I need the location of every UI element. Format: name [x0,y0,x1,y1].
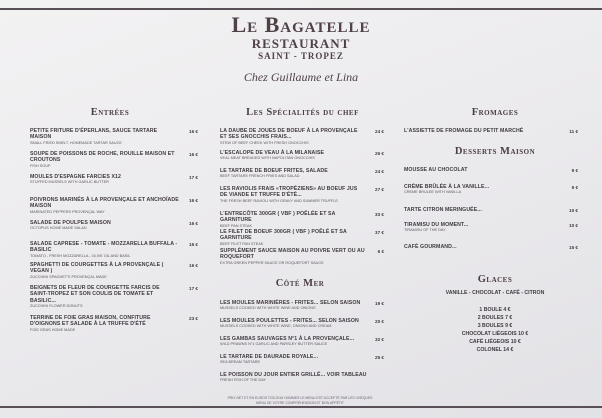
entree-price: 16 € [189,221,198,226]
entree-desc: TOMATO - FRESH MOZZARELLA - OLIVE OIL AND BASIL [30,253,131,258]
entree-price: 23 € [189,316,198,321]
specialite-item [220,248,365,266]
dessert-desc: TIRAMISU OF THE DAY [404,228,446,233]
cote-mer-name: LE POISSON DU JOUR ENTIER GRILLÉ... VOIR TABLEAU [220,372,367,378]
glaces-flavors [420,290,570,296]
fromage-item [404,128,554,134]
specialites-title: Les Spécialités du chef [246,107,359,118]
dessert-name: TIRAMISU DU MOMENT... [404,222,469,228]
entree-price: 17 € [189,175,198,180]
dessert-item [404,167,554,173]
glace-option-text: 2 BOULES 7 € [477,315,513,321]
top-rule [0,8,602,10]
entree-name: POIVRONS MARINÉS À LA PROVENÇALE ET ANCHOÏADE MAISON [30,197,179,210]
dessert-price: 10 € [569,208,578,213]
cote-mer-name: LES MOULES POULETTES - FRITES... SELON SAISON [220,318,359,324]
specialite-item [220,168,360,179]
entree-name: SALADE CAPRESE - TOMATE - MOZZARELLA BUFFALA - BASILIC [30,241,178,254]
entree-desc: SMALL FRIED SMELT, HOMEMADE TARTAR SAUCE [30,140,122,145]
dessert-price: 15 € [569,245,578,250]
specialite-price: 37 € [375,230,384,235]
dessert-name: TARTE CITRON MERINGUÉE... [404,207,482,213]
specialite-price: 24 € [375,169,384,174]
entree-desc: MARINATED PEPPERS PROVENÇAL WAY [30,209,105,214]
chefs-signature: Chez Guillaume et Lina [243,70,359,84]
specialite-name: LE FILET DE BOEUF 300GR ( VBF ) POÊLÉ ET SA GARNITURE [220,229,347,242]
restaurant-location: SAINT - TROPEZ [258,51,344,61]
dessert-item [404,184,554,195]
cote-mer-name: LE TARTARE DE DAURADE ROYALE... [220,354,319,360]
cote-mer-desc: MUSSELS COOKED WITH WHITE WINE, ONIONS AND CREAM [220,324,332,329]
entree-name: TERRINE DE FOIE GRAS MAISON, CONFITURE D'OIGNONS ET SALADE À LA TRUFFE D'ÉTÉ [30,315,151,328]
bottom-rule [0,406,602,408]
cote-mer-price: 32 € [375,337,384,342]
specialite-item [220,150,360,161]
glace-option [420,339,570,345]
dessert-name: CRÈME BRÛLÉE À LA VANILLE... [404,184,490,190]
dessert-name: CAFÉ GOURMAND... [404,244,457,250]
entree-item [30,151,190,169]
entree-item [30,220,180,231]
entree-desc: ZUCCHINI SPAGHETTI PROVENÇAL MADE [30,274,107,279]
fromage-name: L'ASSIETTE DE FROMAGE DU PETIT MARCHÉ [404,128,524,134]
entree-name: BEIGNETS DE FLEUR DE COURGETTE FARCIS DE SAINT-TROPEZ ET SON COULIS DE TOMATE ET BASILIC... [30,285,160,304]
specialite-desc: BEEF PAN STEAK [220,223,253,228]
cote-mer-price: 19 € [375,301,384,306]
glace-option [420,347,570,353]
specialite-desc: VEAL MEAT BREADED WITH NAPOLITAN GNOCCHIS [220,156,315,161]
glace-option [420,315,570,321]
glace-option-text: CHOCOLAT LIÉGEOIS 10 € [461,331,529,337]
fromage-price: 11 € [569,129,578,134]
entree-price: 16 € [189,242,198,247]
specialite-price: 27 € [375,187,384,192]
dessert-desc: CREME BRULEE WITH VANILLA [404,190,462,195]
entree-price: 16 € [189,263,198,268]
footer-note [150,396,450,405]
desserts-title: Desserts Maison [454,146,536,157]
entree-item [30,241,185,259]
entree-desc: ZUCCHINI FLOWER DONUTS [30,304,83,309]
specialite-desc: BEEF FILET PAN STEAK [220,241,264,246]
glace-option-text: 3 BOULES 9 € [477,323,513,329]
cote-mer-desc: FRESH FISH OF THE DAY [220,378,267,383]
entree-price: 17 € [189,286,198,291]
entree-item [30,128,180,146]
specialite-name: LES RAVIOLIS FRAIS «TROPÉZIENS» AU BOEUF JUS DE VIANDE ET TRUFFE D'ÉTÉ... [220,186,358,199]
cote-mer-name: LES MOULES MARINIÈRES - FRITES... SELON SAISON [220,300,361,306]
dessert-price: 10 € [569,223,578,228]
dessert-price: 9 € [571,168,578,173]
glace-option-text: CAFÉ LIÉGEOIS 10 € [469,339,521,345]
glaces-flavors-text: VANILLE - CHOCOLAT - CAFÉ - CITRON [445,290,545,296]
cote-mer-desc: WILD PRAWNS N°1 GARLIC AND PARSLEY BUTTER SAUCE [220,342,328,347]
entree-desc: OCTOPUS HOME MADE SALAD [30,226,87,231]
dessert-name: MOUSSE AU CHOCOLAT [404,167,468,173]
glace-option [420,307,570,313]
specialite-name: LE TARTARE DE BOEUF FRITES, SALADE [220,168,328,174]
cote-mer-desc: SEA BREAM TARTARE [220,360,261,365]
cote-mer-price: 20 € [375,319,384,324]
specialite-item [220,186,360,204]
entree-price: 16 € [189,129,198,134]
specialite-price: 6 € [377,249,384,254]
entree-name: PETITE FRITURE D'ÉPERLANS, SAUCE TARTARE MAISON [30,128,158,141]
entree-price: 16 € [189,152,198,157]
specialite-desc: EXTRA GREEN PEPPER SAUCE OR ROQUEFORT SAUCE [220,260,324,265]
glace-option-text: 1 BOULE 4 € [479,307,511,313]
footer-line-1: PRIX NET ET EN EUROS TCB 2016 HOMMES LE MENU EST ACCEPTÉ PAR LES CHÈQUES [227,396,373,400]
cote-mer-item [220,318,365,329]
specialite-desc: THE FRESH BEEF RAVIOLI WITH GRAVY AND SUMMER TRUFFLE [220,198,338,203]
dessert-item [404,207,554,213]
glace-option [420,323,570,329]
specialite-name: LA DAUBE DE JOUES DE BOEUF À LA PROVENÇALE ET SES GNOCCHIS FRAIS... [220,128,358,141]
specialite-price: 24 € [375,129,384,134]
specialite-name: SUPPLÉMENT SAUCE MAISON AU POIVRE VERT OU AU ROQUEFORT [220,248,365,261]
entree-item [30,197,185,215]
entree-name: SPAGHETTI DE COURGETTES À LA PROVENÇALE ( VEGAN ) [30,262,164,275]
specialite-price: 26 € [375,151,384,156]
glaces-title: Glaces [477,274,513,285]
cote-mer-name: LES GAMBAS SAUVAGES N°1 À LA PROVENÇALE... [220,336,355,342]
specialite-desc: BEEF TARTARE FRENCH FRIES AND SALAD [220,174,300,179]
cote-mer-item [220,372,370,383]
footer-line-2: MENU DE VOTRE COMPRÉHENSION ET BON APPÉTIT [256,400,344,405]
cote-mer-desc: MUSSELS COOKED WITH WHITE WINE AND ONIONS [220,306,316,311]
entree-name: MOULES D'ESPAGNE FARCIES X12 [30,174,121,180]
cote-mer-item [220,354,365,365]
restaurant-subtitle: RESTAURANT [251,36,351,51]
entree-price: 16 € [189,198,198,203]
entree-desc: FOIE GRAS HOME MADE [30,327,76,332]
dessert-item [404,222,554,233]
cote-mer-item [220,300,365,311]
specialite-item [220,128,360,146]
entree-item [30,285,170,309]
restaurant-name: Le Bagatelle [231,12,371,37]
fromages-title: Fromages [471,107,519,118]
entrees-title: Entrées [90,107,130,118]
dessert-item [404,244,554,250]
entree-item [30,174,180,185]
specialite-name: L'ESCALOPE DE VEAU À LA MILANAISE [220,150,325,156]
specialite-name: L'ENTRECÔTE 300GR ( VBF ) POÊLÉE ET SA GARNITURE [220,211,336,224]
entree-item [30,315,170,333]
specialite-item [220,229,365,247]
glace-option [420,331,570,337]
specialite-desc: STEW OF BEEF CHEEK WITH FRESH GNOCCHIS [220,140,309,145]
specialite-price: 33 € [375,212,384,217]
cote-mer-title: Côté Mer [275,278,325,289]
cote-mer-price: 25 € [375,355,384,360]
entree-desc: STUFFED MUSSELS WITH GARLIC BUTTER [30,180,109,185]
entree-name: SOUPE DE POISSONS DE ROCHE, ROUILLE MAISON ET CROUTONS [30,151,175,164]
specialite-item [220,211,365,229]
cote-mer-item [220,336,365,347]
entree-desc: FISH SOUP [30,163,51,168]
entree-item [30,262,180,280]
entree-name: SALADE DE POULPES MAISON [30,220,111,226]
dessert-price: 9 € [571,185,578,190]
glace-option-text: COLONEL 14 € [476,347,514,353]
